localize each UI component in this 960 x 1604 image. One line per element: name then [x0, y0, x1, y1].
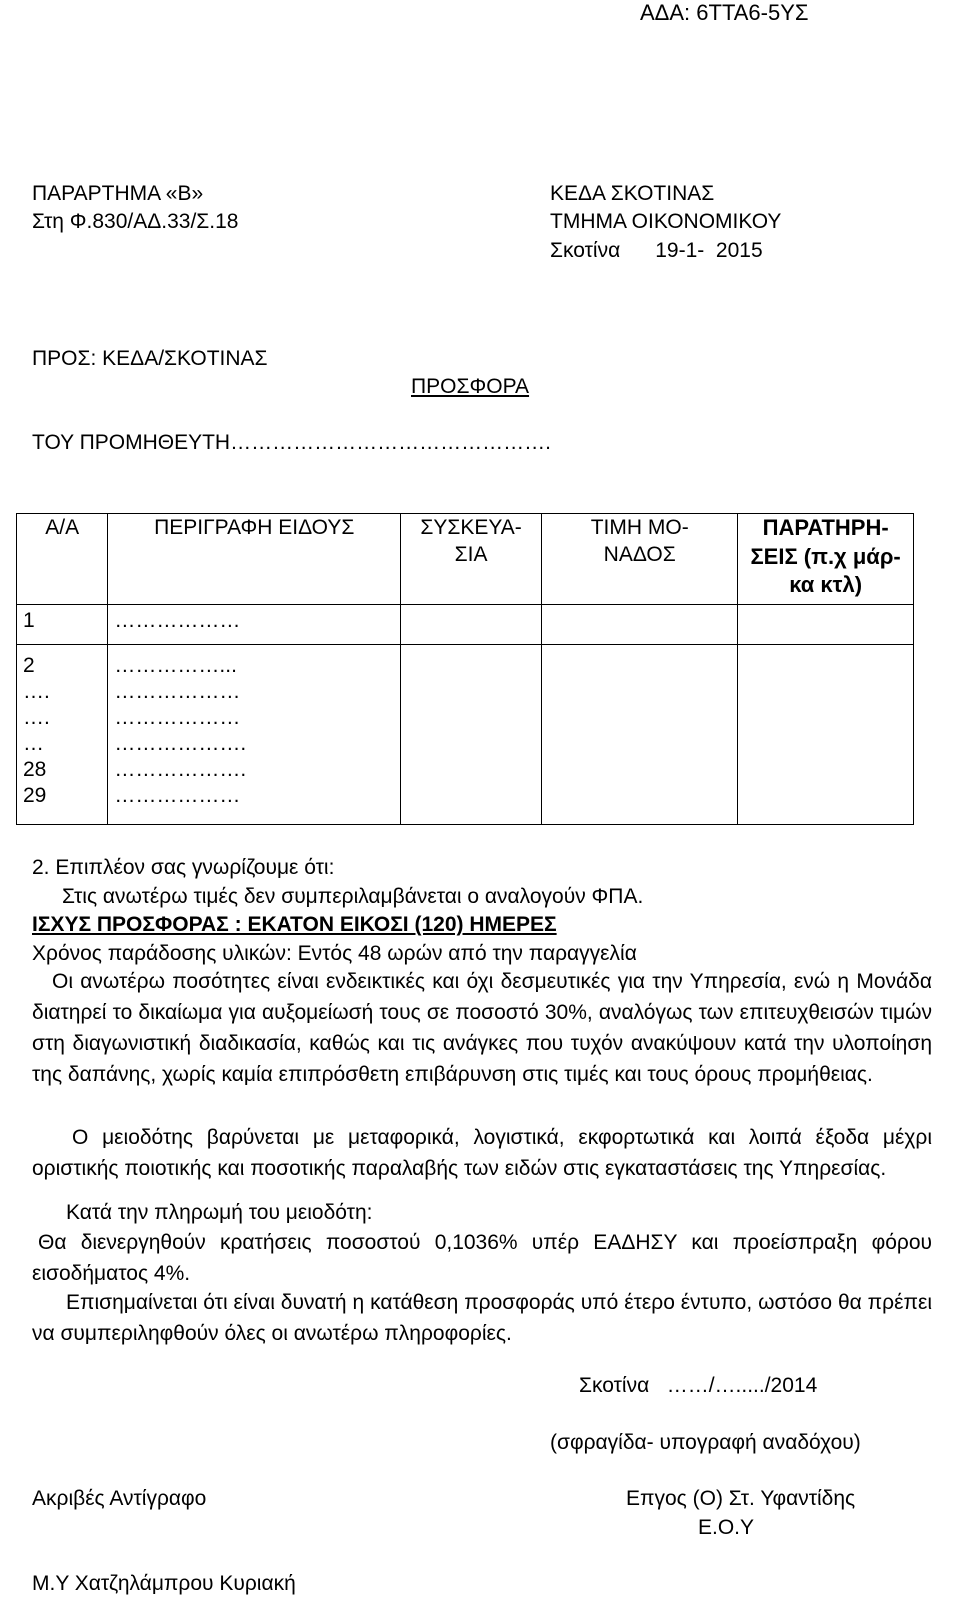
row-remarks [738, 645, 914, 825]
table-header-row [17, 514, 914, 605]
place-date: Σκοτίνα 19-1- 2015 [550, 239, 763, 262]
row-packaging [400, 645, 541, 825]
notes-intro: 2. Επιπλέον σας γνωρίζουμε ότι: [32, 856, 335, 879]
vat-note: Στις ανωτέρω τιμές δεν συμπεριλαμβάνεται ο αναλογούν ΦΠΑ. [62, 885, 644, 908]
org-name: ΚΕΔΑ ΣΚΟΤΙΝΑΣ [550, 182, 715, 205]
true-copy-label: Ακριβές Αντίγραφο [32, 1487, 207, 1510]
col-header-aa: Α/Α [17, 514, 108, 605]
col-header-description: ΠΕΡΙΓΡΑΦΗ ΕΙΔΟΥΣ [108, 514, 401, 605]
annex-label: ΠΑΡΑΡΤΗΜΑ «Β» [32, 182, 204, 205]
offer-validity: ΙΣΧΥΣ ΠΡΟΣΦΟΡΑΣ : ΕΚΑΤΟΝ ΕΙΚΟΣΙ (120) ΗΜΕΡΕΣ [32, 913, 557, 936]
ada-code: ΑΔΑ: 6ΤΤΑ6-5ΥΣ [640, 0, 809, 25]
row-description: ……………... ……………… ……………… ………………. ………………. ……………… [108, 645, 401, 825]
file-reference: Στη Φ.830/ΑΔ.33/Σ.18 [32, 210, 239, 233]
recipient: ΠΡΟΣ: ΚΕΔΑ/ΣΚΟΤΙΝΑΣ [32, 347, 268, 370]
row-unit-price [542, 645, 738, 825]
row-description: ……………… [108, 605, 401, 645]
table-row [17, 645, 914, 825]
delivery-time: Χρόνος παράδοσης υλικών: Εντός 48 ωρών από την παραγγελία [32, 942, 637, 965]
row-number: 1 [17, 605, 108, 645]
row-unit-price [542, 605, 738, 645]
stamp-signature-note: (σφραγίδα- υπογραφή αναδόχου) [550, 1431, 861, 1454]
deductions-paragraph: Θα διενεργηθούν κρατήσεις ποσοστού 0,1036% υπέρ ΕΑΔΗΣΥ και προείσπραξη φόρου εισοδήματος 4%. [32, 1231, 932, 1285]
department-name: ΤΜΗΜΑ ΟΙΚΟΝΟΜΙΚΟΥ [550, 210, 782, 233]
col-header-packaging: ΣΥΣΚΕΥΑ- ΣΙΑ [400, 514, 541, 605]
document-title: ΠΡΟΣΦΟΡΑ [411, 375, 530, 398]
items-table [16, 513, 914, 825]
col-header-remarks: ΠΑΡΑΤΗΡΗ- ΣΕΙΣ (π.χ μάρ- κα κτλ) [738, 514, 914, 605]
table-row [17, 605, 914, 645]
alternative-form-paragraph: Επισημαίνεται ότι είναι δυνατή η κατάθεση προσφοράς υπό έτερο έντυπο, ωστόσο θα πρέπει να συμπεριληφθούν όλες οι ανωτέρω πληροφορίες. [32, 1291, 932, 1345]
costs-paragraph: Ο μειοδότης βαρύνεται με μεταφορικά, λογιστικά, εκφορτωτικά και λοιπά έξοδα μέχρι οριστικής ποιοτικής και ποσοτικής παραλαβής των ειδών στις εγκαταστάσεις της Υπηρεσίας. [32, 1126, 932, 1180]
col-header-unit-price: ΤΙΜΗ ΜΟ- ΝΑΔΟΣ [542, 514, 738, 605]
row-remarks [738, 605, 914, 645]
row-packaging [400, 605, 541, 645]
row-number: 2 …. …. … 28 29 [17, 645, 108, 825]
signature-place-date: Σκοτίνα ……/…...../2014 [579, 1374, 818, 1397]
officer-role: Ε.Ο.Υ [698, 1516, 755, 1539]
certifier-name: Μ.Υ Χατζηλάμπρου Κυριακή [32, 1572, 296, 1595]
payment-intro: Κατά την πληρωμή του μειοδότη: [66, 1201, 373, 1224]
officer-name: Επγος (Ο) Στ. Υφαντίδης [626, 1487, 856, 1510]
quantities-paragraph: Οι ανωτέρω ποσότητες είναι ενδεικτικές και όχι δεσμευτικές για την Υπηρεσία, ενώ η Μονάδα διατηρεί το δικαίωμα για αυξομείωσή τους σε ποσοστό 30%, αναλόγως των επιτευχθεισών τιμών στη διαγωνιστική διαδικασία, καθώς και τις ανάγκες που τυχόν ανακύψουν κατά την υλοποίηση της δαπάνης, χωρίς καμία επιπρόσθετη επιβάρυνση στις τιμές και τους όρους προμήθειας. [32, 970, 932, 1086]
supplier-line: ΤΟΥ ΠΡΟΜΗΘΕΥΤΗ………………………………………. [32, 431, 551, 454]
